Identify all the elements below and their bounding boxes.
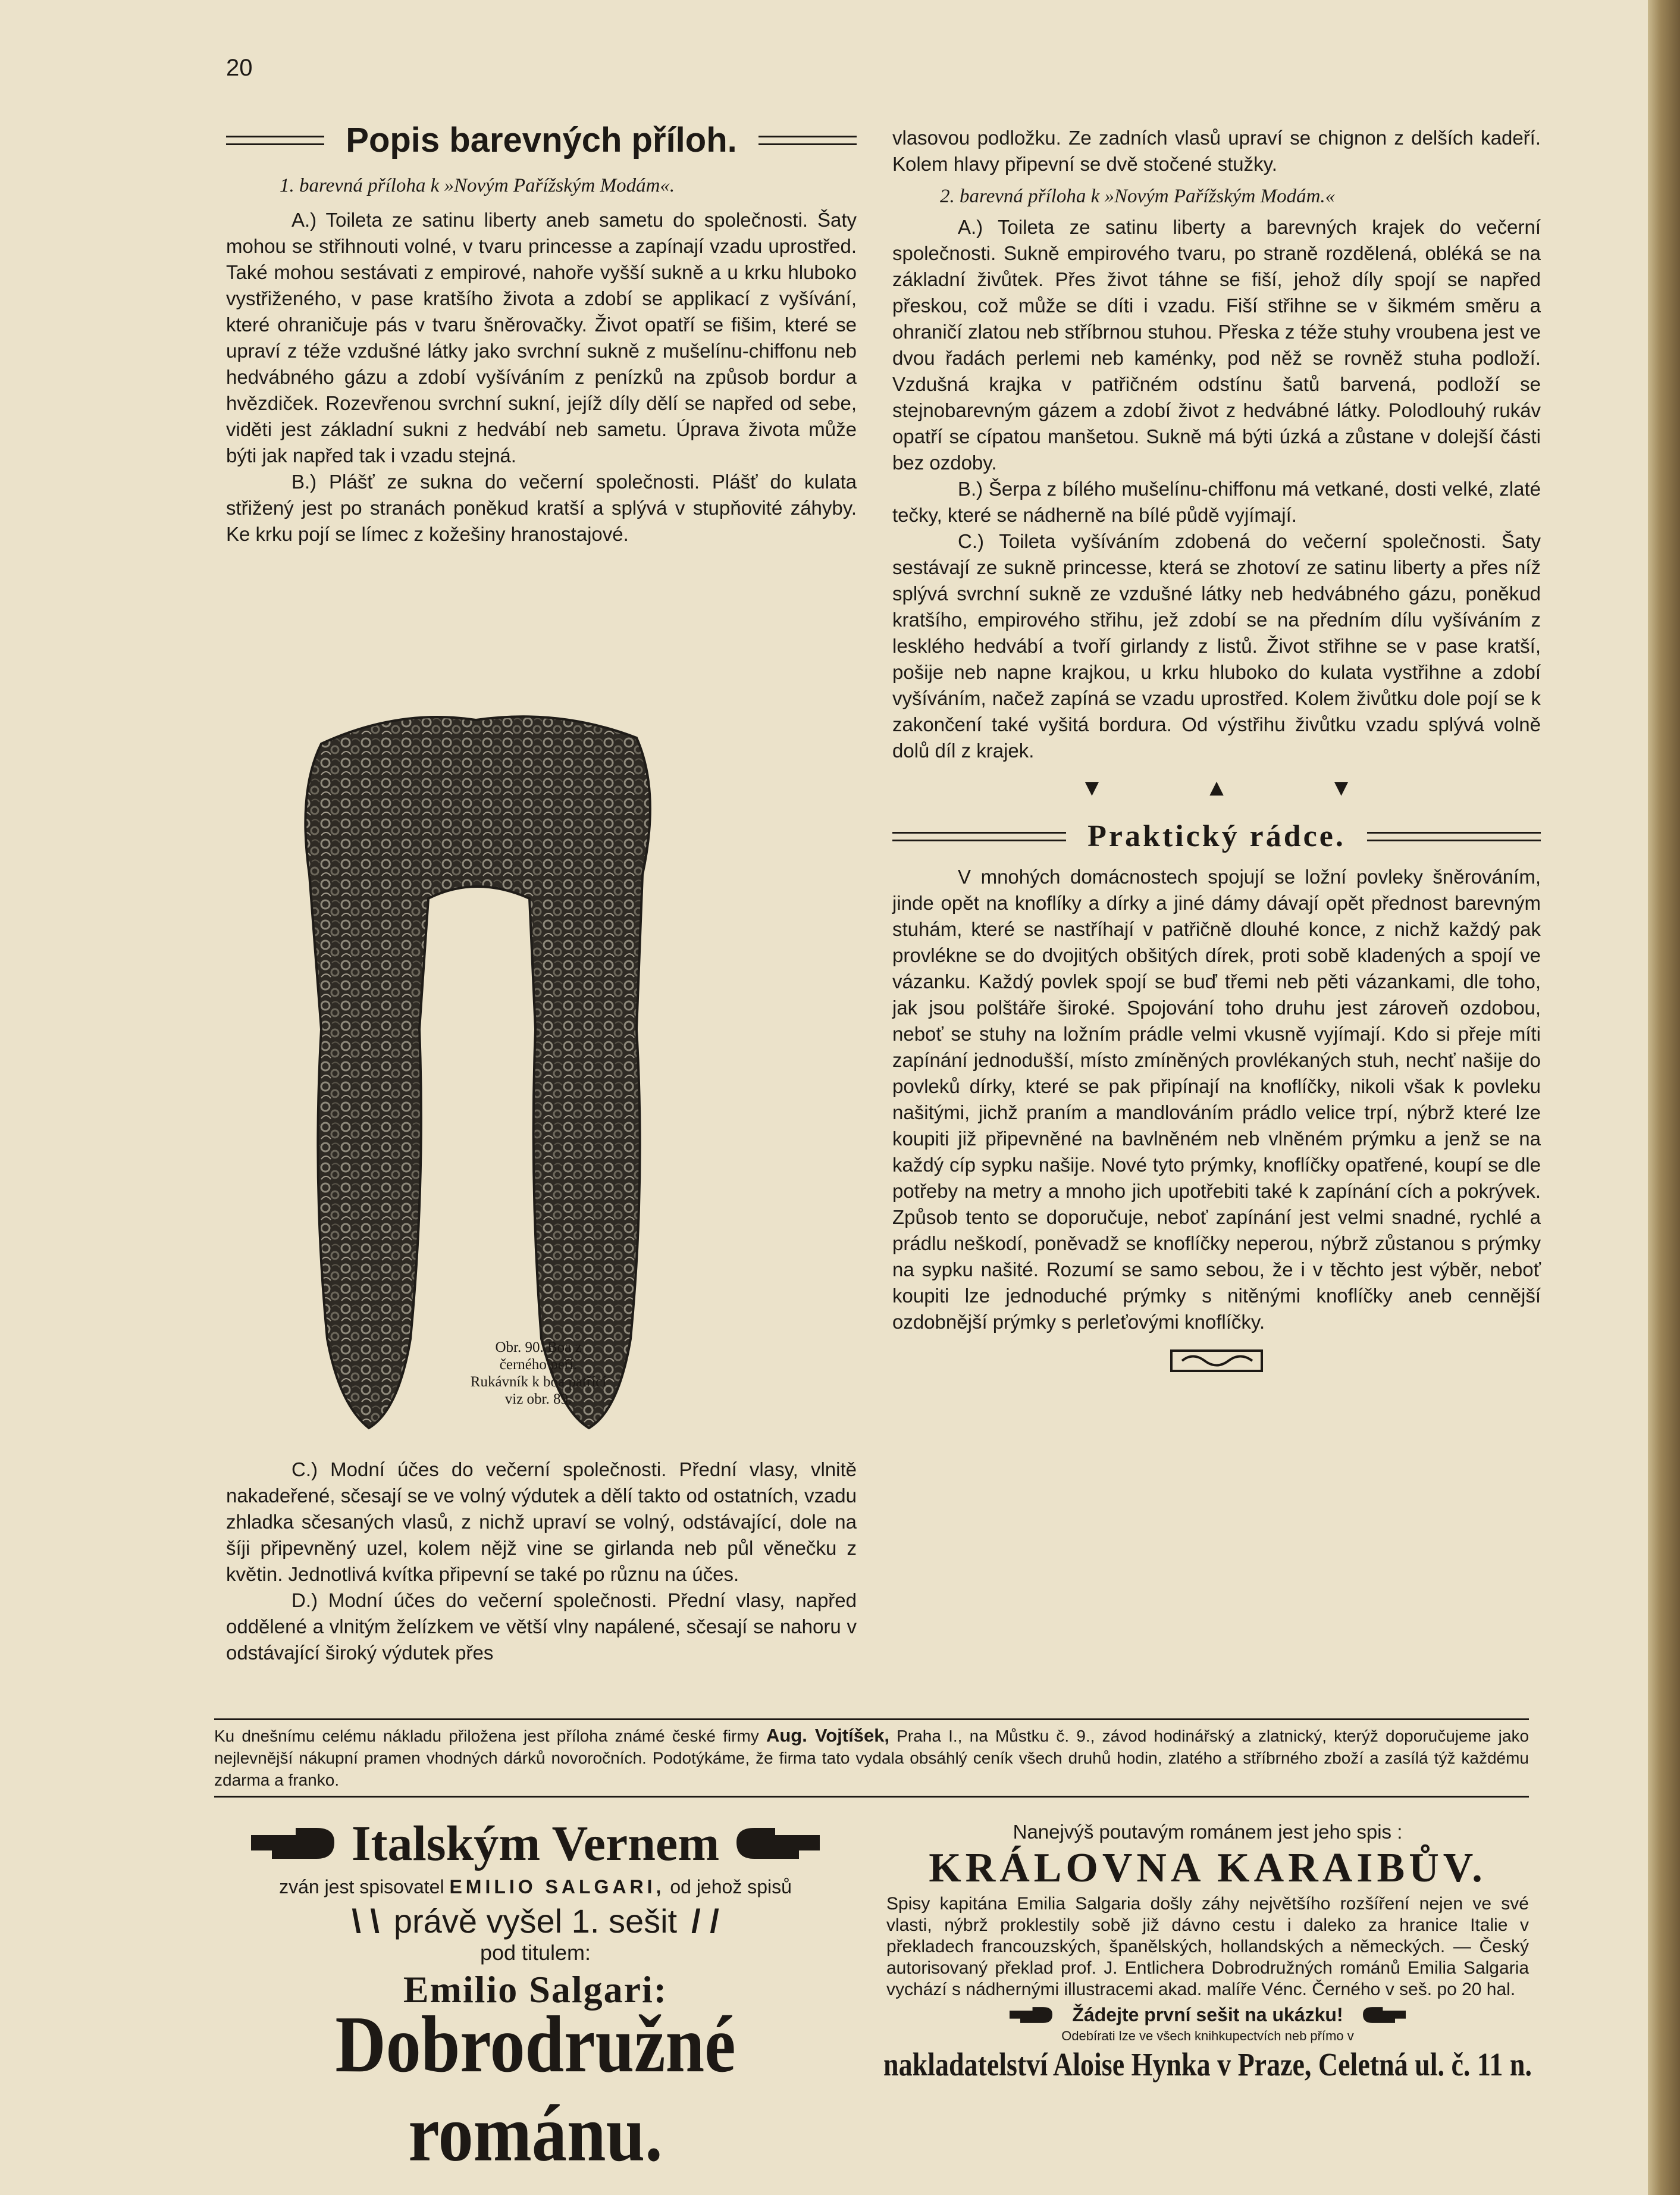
supplement-subheading-2: 2. barevná příloha k »Novým Pařížským Modám.« (940, 186, 1336, 207)
triangle-down-icon: ▼ (1329, 775, 1353, 801)
heading-rule-right (1367, 832, 1541, 841)
left-column-continued (226, 1457, 857, 1666)
end-ornament (1169, 1346, 1264, 1376)
notice-firm-name: Aug. Vojtíšek, (766, 1725, 890, 1746)
ad-slash-marks-right: / / (691, 1902, 719, 1940)
figure-caption: Obr. 90. Boa z černého peří. Rukávník k boa patřící viz obr. 89. (470, 1339, 607, 1407)
page-number: 20 (226, 55, 253, 81)
supplement-notice (214, 1724, 1529, 1798)
paragraph-sash-2b: B.) Šerpa z bílého mušelínu-chiffonu má vetkané, dosti velké, zlaté tečky, které se nádherně na bílé půdě vyjímají. (892, 478, 1541, 526)
ad-request: Žádejte první sešit na ukázku! (1072, 2004, 1343, 2025)
section-heading-practical-advisor (892, 815, 1541, 858)
section-heading-color-supplements (226, 119, 857, 162)
paragraph-hairstyle-d: D.) Modní účes do večerní společnosti. Přední vlasy, napřed oddělené a vlnitým želízkem ve větší vlny napálené, sčesají se nahoru v odstávající široký výdutek přes (226, 1589, 857, 1664)
ad-text-called: zván jest spisovatel (279, 1876, 444, 1897)
notice-text-after: Praha I., na Můstku č. 9., závod hodinářský a zlatnický, kterýž doporučujeme jako nejlevnější nákupní pramen vhodných dárků novoročních. Podotýkáme, že firma tato vydala obsáhlý ceník všech druhů hodin, zlatého a stříbrného zboží a zasílá týž každému zdarma a franko. (214, 1727, 1529, 1789)
pointing-hand-left-icon (1358, 2005, 1411, 2026)
advertisement-kralovna-karaibu (875, 1821, 1541, 2083)
ad-intro: Nanejvýš poutavým románem jest jeho spis : (1013, 1821, 1403, 1843)
pointing-hand-right-icon (1004, 2005, 1058, 2026)
ad-where-to-buy: Odebírati lze ve všech knihkupectvích neb přímo v (1061, 2028, 1354, 2043)
ad-line-issue (220, 1902, 851, 1940)
notice-top-rule (214, 1718, 1529, 1720)
ad-under-title: pod titulem: (479, 1940, 591, 1965)
ad-publisher: nakladatelství Aloise Hynka v Praze, Celetná ul. č. 11 n. (883, 2046, 1532, 2083)
triangle-down-icon: ▼ (1080, 775, 1104, 801)
paragraph-practical-advice: V mnohých domácnostech spojují se ložní povleky šněrováním, jinde opět na knoflíky a dírky a jiné dámy dávají opět přednost barevným stuhám, které se nastříhají v patřičně dlouhé konce, z nichž každý pak provlékne se do dvojitých obšitých dírek, proti sobě kladených a spojí ve vázanku. Každý povlek spojí se buď třemi neb pěti vázankami, dle toho, jak jsou polštáře široké. Spojování toho druhu jest zároveň ozdobou, neboť se stuhy na ložním prádle velmi vkusně vyjímají. Kdo si přeje míti zapínání jednodušší, místo zmíněných provlékaných stuh, nechť našije do povleků dírky, které se pak připínají na knoflíčky, nikoli však k povleku našitými, jichž praním a mandlováním prádlo velice trpí, nýbrž které lze koupiti již připevněné na bavlněném neb vlněném prýmku a jenž se na každý cíp sypku našije. Nové tyto prýmky, knoflíčky opatřené, koupí se dle potřeby na metry a mnoho jich upotřebiti také k zapínání cích a pokrývek. Způsob tento se doporučuje, neboť zapínání jest velmi snadné, rychlé a prádlu neškodí, poněvadž se knoflíčky neperou, nýbrž zůstanou s prýmky na sypku našité. Rozumí se samo sebou, že i v těchto jest výběr, neboť koupiti lze jednoduché prýmky s nitěnými knoflíčky aneb cennější ozdobnější prýmky s perleťovými knoflíčky. (892, 866, 1541, 1333)
section-heading-text: Popis barevných příloh. (346, 121, 737, 159)
paragraph-toilet-2a: A.) Toileta ze satinu liberty a barevných krajek do večerní společnosti. Sukně empirového tvaru, po straně rozdělená, obléká se na základní živůtek. Přes život táhne se fiší, jehož díly spojí se napřed přeskou, což může se díti i vzadu. Fiší střihne se v šikmém směru a ohraničí zlatou neb stříbrnou stuhou. Přeska z téže stuhy vroubena jest ve dvou řadách perlemi neb kaménky, pod něž se rovněž stuha podloží. Vzdušná krajka v patřičném odstínu šatů barvená, podloží se stejnobarevným gázem a zdobí život z hedvábné látky. Polodlouhý rukáv opatří se cípatou manšetou. Sukně má býti úzká a zůstane v dolejší části bez ozdoby. (892, 216, 1541, 474)
right-column (892, 125, 1541, 1376)
ad-title: Italským Vernem (351, 1816, 720, 1871)
notice-text-before: Ku dnešnímu celému nákladu přiložena jest příloha známé české firmy (214, 1727, 759, 1745)
ad-slash-marks-left: \ \ (352, 1902, 380, 1940)
ad-series-title: Dobrodružné románu. (335, 1999, 736, 2178)
ad-line-author (220, 1876, 851, 1898)
ad-body: Spisy kapitána Emilia Salgaria došly záhy největšího rozšíření nejen ve své vlasti, nýbrž proklestily sobě již dávno cestu i daleko za hranice Italie v překladech francouzských, španělských, hollandských a německých. — Český autorisovaný překlad prof. J. Entlichera Dobrodružných románů Emilia Salgaria vychází s nádhernými illustracemi akad. malíře Vénc. Černého v seš. po 20 hal. (886, 1894, 1529, 1999)
ad-request-row (875, 2004, 1541, 2026)
ad-title-row (220, 1815, 851, 1873)
paragraph-hairstyle-c: C.) Modní účes do večerní společnosti. Přední vlasy, vlnitě nakadeřené, sčesají se ve volný výdutek a dělí takto od ostatních, vzadu zhladka sčesaných vlasů, z nichž upraví se volný, odstávající, dole na šíji připevněný uzel, kolem nějž vine se girlanda neb půl věnečku z květin. Jednotlivá kvítka připevní se také po různu na účes. (226, 1458, 857, 1585)
ad-novel-title: KRÁLOVNA KARAIBŮV. (929, 1845, 1487, 1891)
paragraph-coat-b: B.) Plášť ze sukna do večerní společnosti. Plášť do kulata střižený jest po stranách poněkud kratší a splývá v stupňovité záhyby. Ke krku pojí se límec z kožešiny hranostajové. (226, 471, 857, 545)
heading-rule-left (226, 136, 324, 145)
supplement-subheading-1: 1. barevná příloha k »Novým Pařížským Modám«. (280, 175, 675, 196)
ad-text-works: od jehož spisů (670, 1876, 792, 1897)
pointing-hand-left-icon (734, 1823, 823, 1865)
pointing-hand-right-icon (248, 1823, 337, 1865)
ad-issue-text: právě vyšel 1. sešit (393, 1902, 678, 1940)
boa-illustration (280, 696, 672, 1446)
section-heading-text: Praktický rádce. (1087, 819, 1346, 853)
advertisement-italsky-verne (220, 1815, 851, 2178)
heading-rule-left (892, 832, 1066, 841)
ad-author-name: EMILIO SALGARI, (449, 1876, 665, 1897)
left-column (226, 119, 857, 547)
triangle-up-icon: ▲ (1205, 775, 1228, 801)
continuation-text: vlasovou podložku. Ze zadních vlasů upraví se chignon z delších kadeří. Kolem hlavy připevní se dvě stočené stužky. (892, 127, 1541, 175)
paragraph-toilet-a: A.) Toileta ze satinu liberty aneb sametu do společnosti. Šaty mohou se střihnouti volné, v tvaru princesse a zapínají vzadu uprostřed. Také mohou sestávati z empirové, nahoře vyšší sukně a u krku hluboko vystřiženého, v pase kratšího života a zdobí se applikací z vyšívání, které ohraničuje pás v tvaru šněrovačky. Život opatří se fišim, které se upraví z téže vzdušné látky jako svrchní sukně z mušelínu-chiffonu neb hedvábného gázu a zdobí vyšíváním z penízků na způsob bordur a hvězdiček. Rozevřenou svrchní sukní, jejíž díly dělí se napřed od sebe, viděti jest základní sukni z hedvábí neb sametu. Úprava života může býti jak napřed tak i vzadu stejná. (226, 209, 857, 466)
binding-spine (1648, 0, 1680, 2195)
paragraph-toilet-2c: C.) Toileta vyšíváním zdobená do večerní společnosti. Šaty sestávají ze sukně princesse, která se zhotoví ze satinu liberty a přes níž splývá svrchní sukně ze vzdušné látky neb hedvábného gázu, poněkud kratšího, empirového střihu, jež zdobí se na předním dílu vyšíváním z lesklého hedvábí a tvoří girlandy z listů. Život střihne se v pase kratší, pošije neb napne krajkou, u krku hluboko do kulata vystřihne a zdobí vyšíváním, načež zapíná se vzadu uprostřed. Kolem živůtku dole pojí se k zakončení také vyšitá bordura. Od výstřihu živůtku vzadu splývá volně dolů díl z krajek. (892, 530, 1541, 762)
ad-series-author: Emilio Salgari: (403, 1968, 668, 2011)
heading-rule-right (758, 136, 857, 145)
ornament-triangles (892, 776, 1541, 800)
